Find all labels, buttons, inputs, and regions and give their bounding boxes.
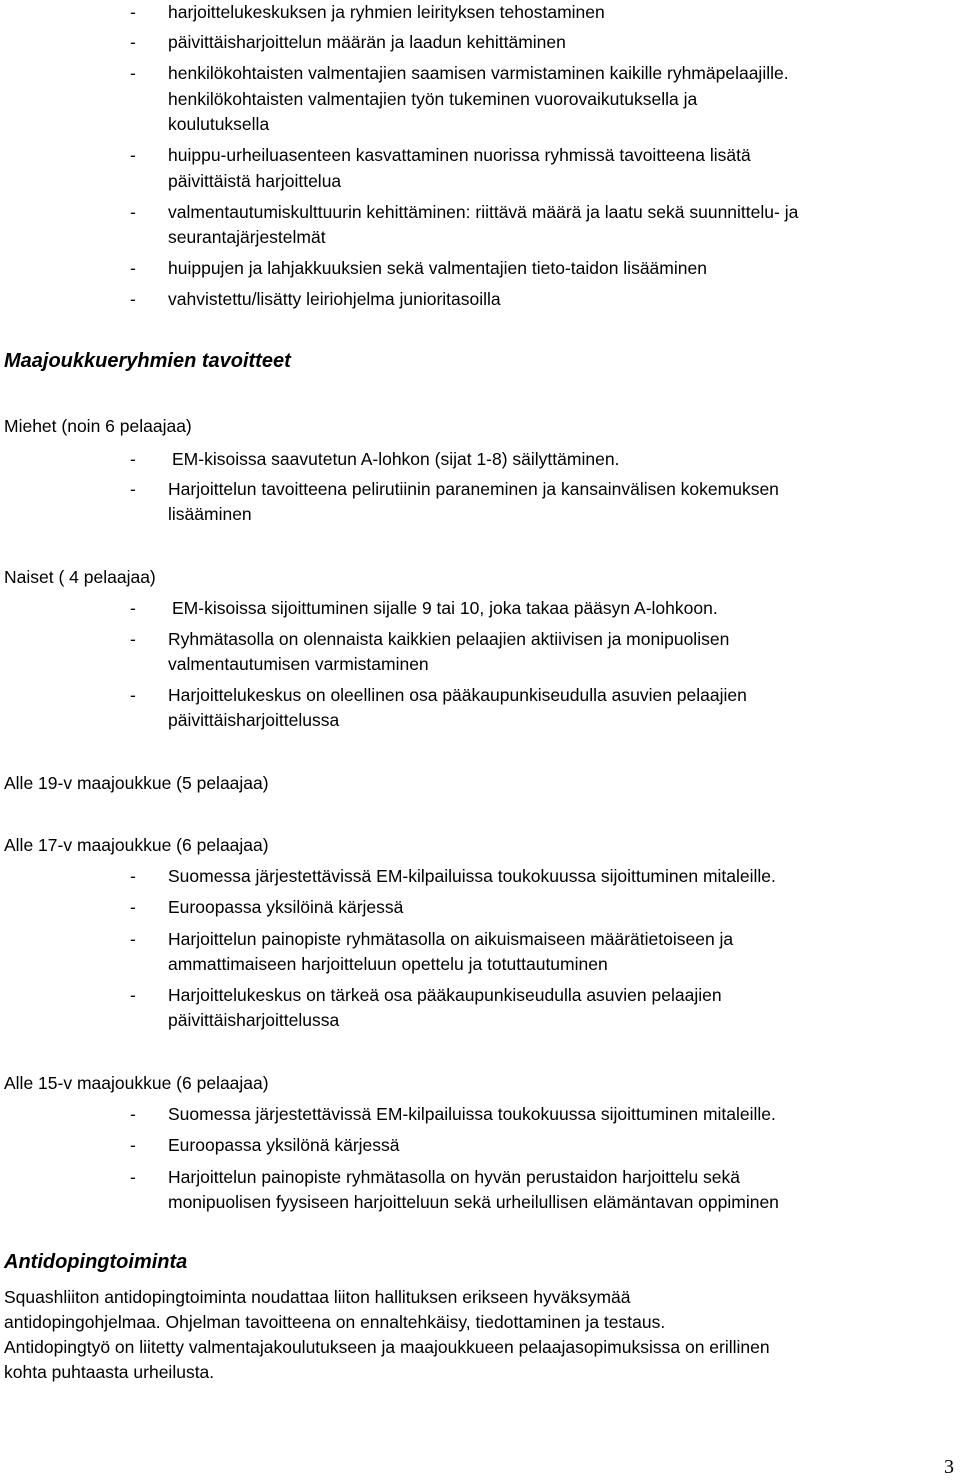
- list-item-text: huippu-urheiluasenteen kasvattaminen nuorissa ryhmissä tavoitteena lisätä: [168, 145, 751, 165]
- list-item-text: Suomessa järjestettävissä EM-kilpailuissa toukokuussa sijoittuminen mitaleille.: [168, 1104, 776, 1124]
- bullet-dash: -: [130, 1135, 136, 1155]
- bullet-dash: -: [130, 289, 136, 309]
- paragraph-line: antidopingohjelmaa. Ohjelman tavoitteena on ennaltehkäisy, tiedottaminen ja testaus.: [4, 1312, 666, 1332]
- list-item-text: koulutuksella: [168, 114, 270, 134]
- bullet-dash: -: [130, 202, 136, 222]
- list-item-text: Suomessa järjestettävissä EM-kilpailuissa toukokuussa sijoittuminen mitaleille.: [168, 866, 776, 886]
- list-item-text: henkilökohtaisten valmentajien saamisen varmistaminen kaikille ryhmäpelaajille.: [168, 63, 789, 83]
- list-item-text: lisääminen: [168, 504, 252, 524]
- list-item-text: Harjoittelun tavoitteena pelirutiinin paraneminen ja kansainvälisen kokemuksen: [168, 479, 779, 499]
- bullet-dash: -: [130, 32, 136, 52]
- bullet-dash: -: [130, 479, 136, 499]
- bullet-dash: -: [130, 63, 136, 83]
- bullet-dash: -: [130, 1167, 136, 1187]
- bullet-dash: -: [130, 929, 136, 949]
- list-item-text: päivittäisharjoittelussa: [168, 1010, 340, 1030]
- page-number: 3: [944, 1456, 954, 1478]
- bullet-dash: -: [130, 629, 136, 649]
- bullet-dash: -: [130, 449, 136, 469]
- list-item-text: Harjoittelun painopiste ryhmätasolla on aikuismaiseen määrätietoiseen ja: [168, 929, 734, 949]
- list-item-text: EM-kisoissa saavutetun A-lohkon (sijat 1-8) säilyttäminen.: [172, 449, 620, 469]
- list-item-text: päivittäisharjoittelussa: [168, 710, 340, 730]
- list-item-text: huippujen ja lahjakkuuksien sekä valmentajien tieto-taidon lisääminen: [168, 258, 707, 278]
- group-title: Naiset ( 4 pelaajaa): [4, 567, 156, 587]
- list-item-text: Harjoittelukeskus on oleellinen osa pääkaupunkiseudulla asuvien pelaajien: [168, 685, 747, 705]
- list-item-text: Harjoittelun painopiste ryhmätasolla on hyvän perustaidon harjoittelu sekä: [168, 1167, 741, 1187]
- group-title: Alle 17-v maajoukkue (6 pelaajaa): [4, 835, 269, 855]
- list-item-text: vahvistettu/lisätty leiriohjelma junioritasoilla: [168, 289, 501, 309]
- list-item-text: monipuolisen fyysiseen harjoitteluun sekä urheilullisen elämäntavan oppiminen: [168, 1192, 779, 1212]
- bullet-dash: -: [130, 1104, 136, 1124]
- bullet-dash: -: [130, 145, 136, 165]
- group-title: Miehet (noin 6 pelaajaa): [4, 416, 192, 436]
- section-heading: Antidopingtoiminta: [4, 1251, 188, 1273]
- bullet-dash: -: [130, 685, 136, 705]
- list-item-text: ammattimaiseen harjoitteluun opettelu ja totuttautuminen: [168, 954, 608, 974]
- section-heading: Maajoukkueryhmien tavoitteet: [4, 350, 291, 372]
- list-item-text: valmentautumiskulttuurin kehittäminen: riittävä määrä ja laatu sekä suunnittelu- ja: [168, 202, 799, 222]
- list-item-text: päivittäisharjoittelun määrän ja laadun kehittäminen: [168, 32, 566, 52]
- bullet-dash: -: [130, 897, 136, 917]
- paragraph-line: kohta puhtaasta urheilusta.: [4, 1362, 215, 1382]
- bullet-dash: -: [130, 866, 136, 886]
- list-item-text: Ryhmätasolla on olennaista kaikkien pelaajien aktiivisen ja monipuolisen: [168, 629, 730, 649]
- list-item-text: harjoittelukeskuksen ja ryhmien leirityksen tehostaminen: [168, 2, 605, 22]
- list-item-text: päivittäistä harjoittelua: [168, 171, 342, 191]
- list-item-text: henkilökohtaisten valmentajien työn tukeminen vuorovaikutuksella ja: [168, 89, 698, 109]
- paragraph-line: Squashliiton antidopingtoiminta noudattaa liiton hallituksen erikseen hyväksymää: [4, 1287, 631, 1307]
- list-item-text: valmentautumisen varmistaminen: [168, 654, 429, 674]
- list-item-text: EM-kisoissa sijoittuminen sijalle 9 tai 10, joka takaa pääsyn A-lohkoon.: [172, 598, 718, 618]
- bullet-dash: -: [130, 598, 136, 618]
- bullet-dash: -: [130, 258, 136, 278]
- bullet-dash: -: [130, 985, 136, 1005]
- list-item-text: seurantajärjestelmät: [168, 227, 326, 247]
- list-item-text: Euroopassa yksilöinä kärjessä: [168, 897, 404, 917]
- group-title: Alle 15-v maajoukkue (6 pelaajaa): [4, 1073, 269, 1093]
- group-title-u19: Alle 19-v maajoukkue (5 pelaajaa): [4, 773, 269, 793]
- list-item-text: Euroopassa yksilönä kärjessä: [168, 1135, 400, 1155]
- list-item-text: Harjoittelukeskus on tärkeä osa pääkaupunkiseudulla asuvien pelaajien: [168, 985, 722, 1005]
- paragraph-line: Antidopingtyö on liitetty valmentajakoulutukseen ja maajoukkueen pelaajasopimuksissa on erillinen: [4, 1337, 770, 1357]
- bullet-dash: -: [130, 2, 136, 22]
